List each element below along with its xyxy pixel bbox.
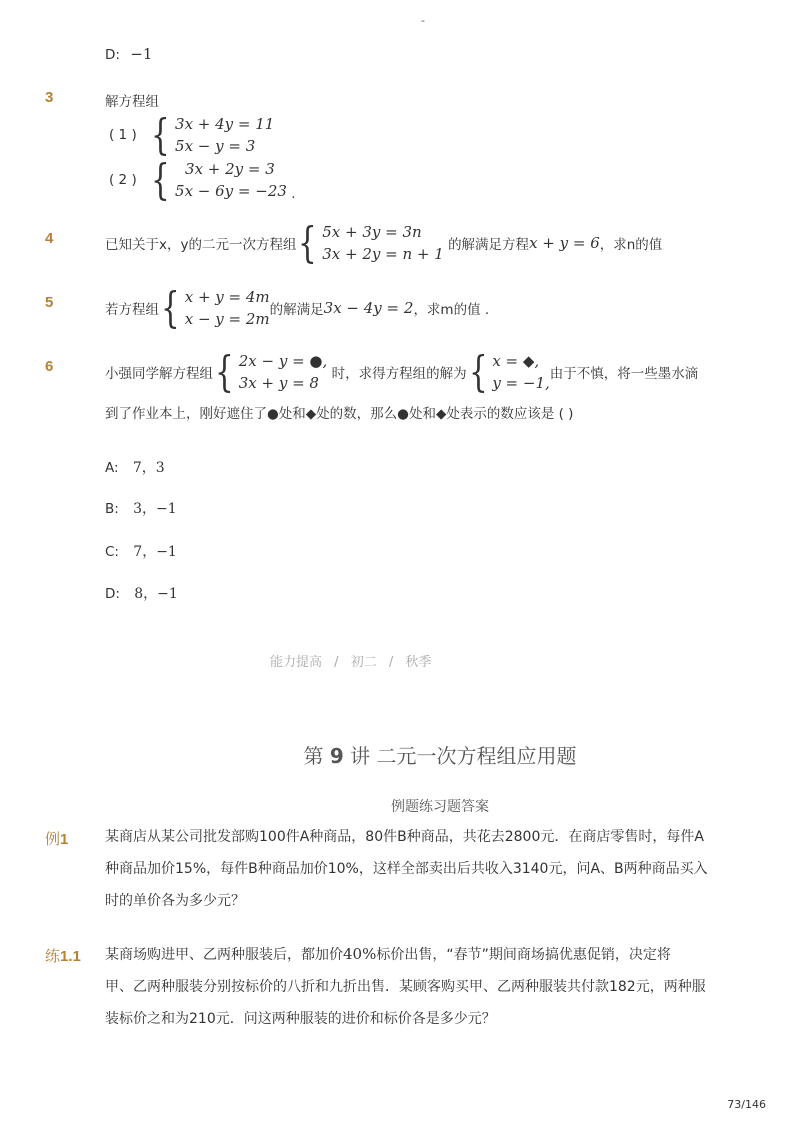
lecture-suffix: 讲 二元一次方程组应用题: [350, 744, 577, 768]
text-segment: 标价出售，“春节”期间商场搞优惠促销，决定将: [376, 947, 671, 963]
left-brace: {: [151, 110, 171, 159]
equation: 3x + 2y = 3: [185, 160, 275, 178]
question-text: 到了作业本上，刚好遮住了●处和◆处的数，那么●处和◆处表示的数应该是 ( ): [105, 406, 574, 422]
option-value: −1: [130, 45, 153, 63]
breadcrumb-separator: /: [388, 655, 394, 670]
option-label: A:: [105, 460, 119, 476]
equation: 5x − y = 3: [175, 137, 256, 155]
period: .: [291, 186, 296, 202]
left-brace: {: [161, 283, 180, 332]
option-d[interactable]: [105, 583, 178, 603]
practice-tag: [45, 945, 81, 966]
lecture-number: 9: [329, 744, 344, 768]
question-6-line1: [105, 347, 699, 396]
header-mark: -: [421, 14, 425, 27]
example-text: [105, 821, 725, 917]
section-title: 例题练习题答案: [391, 799, 489, 815]
option-value: 8，−1: [134, 586, 178, 602]
question-number: 4: [45, 230, 54, 247]
question-text: 由于不慎，将一些墨水滴: [549, 366, 699, 382]
practice-tag-number: 1.1: [60, 948, 81, 965]
option-a[interactable]: [105, 457, 165, 477]
left-brace: {: [468, 347, 488, 396]
option-label: C:: [105, 544, 119, 560]
question-prompt: 解方程组: [105, 94, 159, 110]
part-label: ( 1 ): [109, 127, 137, 143]
option-b[interactable]: [105, 498, 177, 518]
lecture-title: [0, 740, 800, 769]
question-text: 若方程组: [105, 302, 159, 318]
solution: x = ◆,: [492, 352, 540, 370]
option-c[interactable]: [105, 541, 177, 561]
paragraph-line: 装标价之和为210元．问这两种服装的进价和标价各是多少元？: [105, 1011, 496, 1027]
question-text: 的解满足方程: [448, 237, 530, 253]
breadcrumb-separator: /: [334, 655, 339, 670]
paragraph-line: 时的单价各为多少元？: [105, 893, 245, 909]
practice-tag-text: 练: [45, 948, 61, 965]
text-segment: 某商场购进甲、乙两种服装后，都加价: [105, 947, 343, 963]
equation: 3x + y = 8: [238, 374, 319, 392]
example-tag-text: 例: [45, 831, 61, 848]
breadcrumb-item: 秋季: [405, 655, 432, 670]
paragraph-line: 甲、乙两种服装分别按标价的八折和九折出售．某顾客购买甲、乙两种服装共付款182元，两种服: [105, 979, 706, 995]
left-brace: {: [215, 347, 234, 396]
question-number: 6: [45, 358, 54, 375]
breadcrumb-item: 能力提高: [270, 655, 323, 670]
solution: y = −1,: [492, 374, 550, 392]
question-text: ，求m的值 .: [413, 302, 490, 318]
equation: x − y = 2m: [184, 310, 270, 328]
page-number: 73/146: [727, 1098, 766, 1111]
option-label: D:: [105, 47, 120, 63]
option-value: 3，−1: [133, 501, 177, 517]
paragraph-line: [105, 938, 725, 971]
lecture-prefix: 第: [303, 744, 324, 768]
part-label: ( 2 ): [109, 172, 137, 188]
option-value: 7，−1: [133, 544, 177, 560]
equation: 5x + 3y = 3n: [322, 223, 422, 241]
breadcrumb: [270, 651, 431, 670]
question-number: 3: [45, 89, 54, 106]
question-text: 时，求得方程组的解为: [331, 366, 467, 382]
condition-equation: 3x − 4y = 2: [323, 299, 414, 317]
equation: 3x + 2y = n + 1: [322, 245, 444, 263]
question-5-body: [105, 283, 490, 332]
equation: 2x − y = ●,: [238, 352, 328, 370]
paragraph-line: 种商品加价15%，每件B种商品加价10%，这样全部卖出后共收入3140元，问A、B两种商品买入: [105, 861, 708, 877]
prev-option-d[interactable]: [105, 45, 152, 63]
left-brace: {: [151, 155, 171, 204]
condition-equation: x + y = 6: [529, 234, 600, 252]
equation: 5x − 6y = −23: [175, 182, 287, 200]
paragraph-line: 某商店从某公司批发部购100件A种商品，80件B种商品，共花去2800元．在商店零售时，每件A: [105, 829, 704, 845]
example-tag: [45, 828, 68, 849]
example-tag-number: 1: [60, 831, 69, 848]
option-value: 7，3: [132, 460, 165, 476]
question-text: 的解满足: [269, 302, 324, 318]
question-text: 已知关于x，y的二元一次方程组: [105, 237, 297, 253]
breadcrumb-item: 初二: [350, 655, 377, 670]
question-4-body: [105, 218, 663, 267]
option-label: D:: [105, 586, 120, 602]
question-number: 5: [45, 294, 54, 311]
equation-system-2: [109, 155, 296, 204]
question-text: 小强同学解方程组: [105, 366, 213, 382]
option-label: B:: [105, 501, 119, 517]
equation: x + y = 4m: [184, 288, 270, 306]
equation-system-1: [109, 110, 275, 159]
equation: 3x + 4y = 11: [175, 115, 275, 133]
left-brace: {: [298, 218, 318, 267]
percent-value: 40%: [343, 945, 377, 963]
practice-text: [105, 938, 725, 1035]
question-text: ，求n的值: [599, 237, 663, 253]
